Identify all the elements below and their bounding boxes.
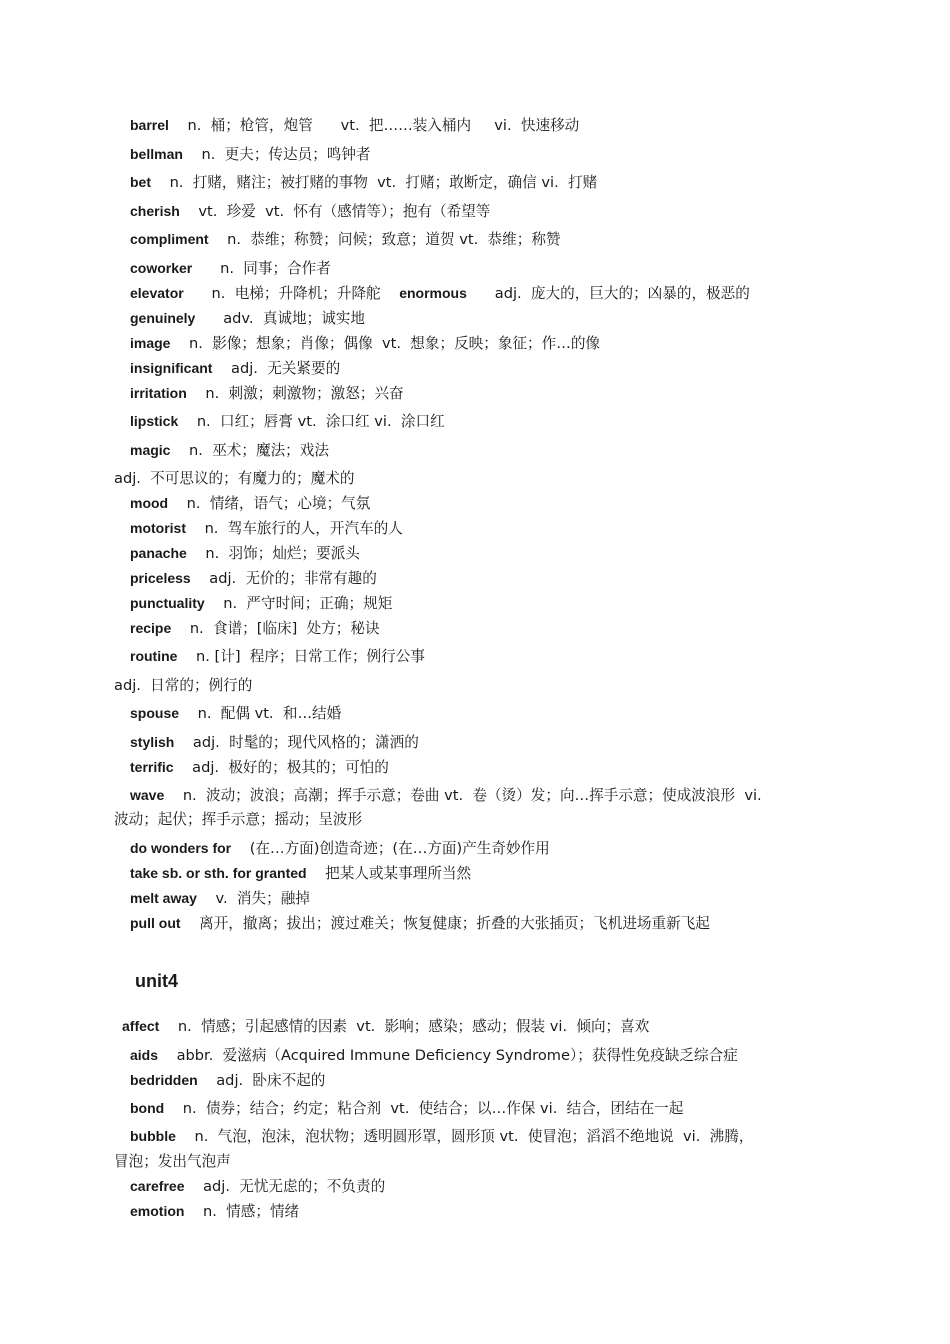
- headword: genuinely: [130, 310, 196, 326]
- entry-elevator-enormous: [114, 281, 820, 306]
- entry-affect: [114, 1014, 820, 1039]
- headword: mood: [130, 495, 169, 511]
- continuation-magic: [114, 466, 820, 491]
- definition: adj. 庞大的，巨大的；凶暴的，极恶的: [494, 285, 750, 302]
- entry-motorist: [114, 516, 820, 541]
- definition: n. 严守时间；正确；规矩: [223, 595, 393, 612]
- headword: priceless: [130, 570, 191, 586]
- entry-carefree: [114, 1174, 820, 1199]
- entry-lipstick: [114, 409, 820, 434]
- continuation-bubble: [114, 1149, 820, 1174]
- headword: do wonders for: [130, 840, 232, 856]
- definition: n. 打赌，赌注；被打赌的事物 vt. 打赌；敢断定，确信 vi. 打赌: [169, 174, 598, 191]
- definition: adj. 卧床不起的: [216, 1072, 326, 1089]
- entry-aids: [114, 1043, 820, 1068]
- definition: n. 情绪，语气；心境；气氛: [186, 495, 371, 512]
- headword: barrel: [130, 117, 169, 133]
- definition: n. 波动；波浪；高潮；挥手示意；卷曲 vt. 卷（烫）发；向…挥手示意；使成波浪形 vi.: [182, 787, 762, 804]
- entry-spouse: [114, 701, 820, 726]
- definition: n. 口红；唇膏 vt. 涂口红 vi. 涂口红: [196, 413, 445, 430]
- entry-routine: [114, 644, 820, 669]
- headword: bubble: [130, 1128, 176, 1144]
- headword: lipstick: [130, 413, 179, 429]
- definition: n. 配偶 vt. 和…结婚: [197, 705, 342, 722]
- definition: n. 情感；引起感情的因素 vt. 影响；感染；感动；假装 vi. 倾向；喜欢: [177, 1018, 650, 1035]
- definition: (在…方面)创造奇迹；(在…方面)产生奇妙作用: [249, 840, 550, 857]
- entry-barrel: [114, 113, 820, 138]
- definition: n. 气泡，泡沫，泡状物；透明圆形罩，圆形顶 vt. 使冒泡；滔滔不绝地说 vi. 沸腾，: [194, 1128, 754, 1145]
- entry-wave: [114, 783, 820, 808]
- definition: adj. 时髦的；现代风格的；潇洒的: [192, 734, 419, 751]
- entry-mood: [114, 491, 820, 516]
- definition: 冒泡；发出气泡声: [114, 1153, 231, 1170]
- definition: n. 食谱；[临床] 处方；秘诀: [189, 620, 380, 637]
- entry-irritation: [114, 381, 820, 406]
- headword: bellman: [130, 146, 183, 162]
- entry-recipe: [114, 616, 820, 641]
- entry-stylish: [114, 730, 820, 755]
- unit-heading: unit4: [135, 971, 178, 991]
- headword: insignificant: [130, 360, 213, 376]
- headword: punctuality: [130, 595, 205, 611]
- definition: v. 消失；融掉: [215, 890, 310, 907]
- headword: elevator: [130, 285, 184, 301]
- entry-bedridden: [114, 1068, 820, 1093]
- definition: adj. 无忧无虑的；不负责的: [203, 1178, 386, 1195]
- headword: motorist: [130, 520, 186, 536]
- headword: recipe: [130, 620, 172, 636]
- entry-take-for-granted: [114, 861, 820, 886]
- headword: take sb. or sth. for granted: [130, 865, 307, 881]
- headword: bond: [130, 1100, 165, 1116]
- definition: adv. 真诚地；诚实地: [223, 310, 365, 327]
- definition: n. 羽饰；灿烂；要派头: [205, 545, 360, 562]
- headword: bet: [130, 174, 151, 190]
- entry-bet: [114, 170, 820, 195]
- definition: n. 同事；合作者: [220, 260, 331, 277]
- definition: n. 电梯；升降机；升降舵: [211, 285, 381, 302]
- definition: n. 桶；枪管，炮管 vt. 把……装入桶内 vi. 快速移动: [187, 117, 580, 134]
- definition: n. 情感；情绪: [203, 1203, 300, 1220]
- definition: n. 刺激；刺激物；激怒；兴奋: [205, 385, 404, 402]
- entry-bond: [114, 1096, 820, 1121]
- definition: n. 影像；想象；肖像；偶像 vt. 想象；反映；象征；作…的像: [189, 335, 601, 352]
- headword: terrific: [130, 759, 174, 775]
- entry-terrific: [114, 755, 820, 780]
- entry-melt-away: [114, 886, 820, 911]
- entry-emotion: [114, 1199, 820, 1224]
- definition: n. 恭维；称赞；问候；致意；道贺 vt. 恭维；称赞: [227, 231, 561, 248]
- entry-pull-out: [114, 911, 820, 936]
- headword: melt away: [130, 890, 197, 906]
- entry-punctuality: [114, 591, 820, 616]
- headword: pull out: [130, 915, 181, 931]
- entry-image: [114, 331, 820, 356]
- entry-priceless: [114, 566, 820, 591]
- entry-do-wonders-for: [114, 836, 820, 861]
- definition: n. 债券；结合；约定；粘合剂 vt. 使结合；以…作保 vi. 结合，团结在一起: [182, 1100, 684, 1117]
- headword: irritation: [130, 385, 187, 401]
- headword: panache: [130, 545, 187, 561]
- definition: vt. 珍爱 vt. 怀有（感情等）；抱有（希望等: [198, 203, 491, 220]
- entry-magic: [114, 438, 820, 463]
- entry-bellman: [114, 142, 820, 167]
- headword: emotion: [130, 1203, 185, 1219]
- headword: affect: [122, 1018, 160, 1034]
- definition: n. 巫术；魔法；戏法: [189, 442, 329, 459]
- headword: coworker: [130, 260, 193, 276]
- definition: n. [计] 程序；日常工作；例行公事: [196, 648, 425, 665]
- entry-bubble: [114, 1124, 820, 1149]
- definition: n. 驾车旅行的人，开汽车的人: [204, 520, 403, 537]
- headword: cherish: [130, 203, 180, 219]
- headword: image: [130, 335, 171, 351]
- headword: bedridden: [130, 1072, 198, 1088]
- entry-genuinely: [114, 306, 820, 331]
- headword: enormous: [399, 285, 467, 301]
- definition: adj. 日常的；例行的: [114, 677, 253, 694]
- entry-compliment: [114, 227, 820, 252]
- continuation-wave: [114, 807, 820, 832]
- entry-panache: [114, 541, 820, 566]
- definition: adj. 极好的；极其的；可怕的: [192, 759, 389, 776]
- entry-cherish: [114, 199, 820, 224]
- definition: 离开，撤离；拔出；渡过难关；恢复健康；折叠的大张插页；飞机进场重新飞起: [199, 915, 710, 932]
- headword: magic: [130, 442, 171, 458]
- headword: wave: [130, 787, 165, 803]
- headword: routine: [130, 648, 178, 664]
- continuation-routine: [114, 673, 820, 698]
- headword: spouse: [130, 705, 180, 721]
- definition: 把某人或某事理所当然: [325, 865, 472, 882]
- definition: n. 更夫；传达员；鸣钟者: [201, 146, 371, 163]
- headword: stylish: [130, 734, 175, 750]
- definition: adj. 不可思议的；有魔力的；魔术的: [114, 470, 355, 487]
- entry-coworker: [114, 256, 820, 281]
- headword: compliment: [130, 231, 209, 247]
- definition: 波动；起伏；挥手示意；摇动；呈波形: [114, 811, 363, 828]
- headword: carefree: [130, 1178, 185, 1194]
- definition: abbr. 爱滋病（Acquired Immune Deficiency Syndrome）；获得性免疫缺乏综合症: [176, 1047, 738, 1064]
- entry-insignificant: [114, 356, 820, 381]
- definition: adj. 无关紧要的: [231, 360, 341, 377]
- headword: aids: [130, 1047, 159, 1063]
- definition: adj. 无价的；非常有趣的: [209, 570, 377, 587]
